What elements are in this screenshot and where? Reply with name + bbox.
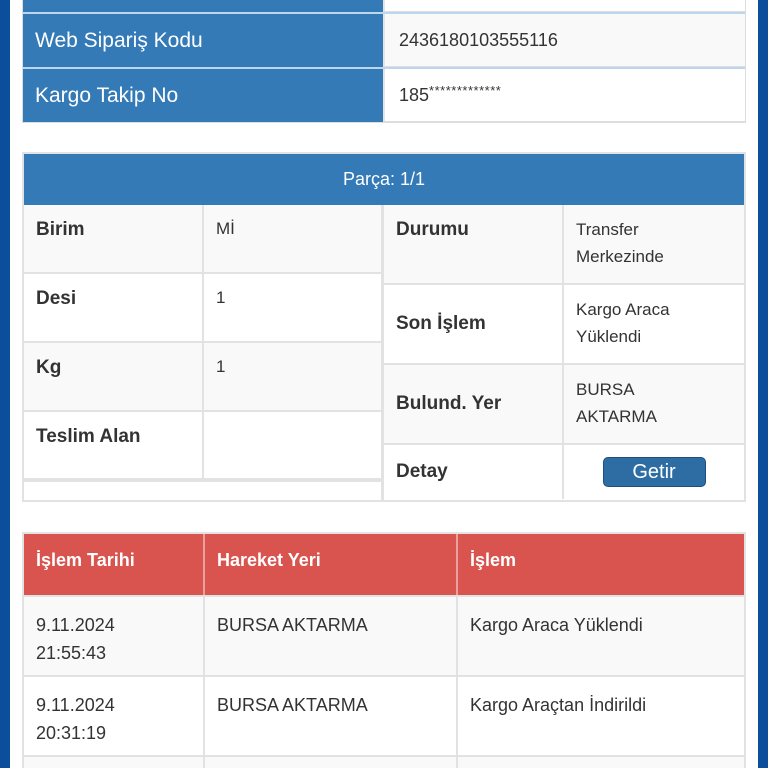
tracking-value xyxy=(383,69,745,122)
detail-row-birim xyxy=(24,205,381,274)
tracking-prefix: 185 xyxy=(399,84,430,105)
durumu-label: Durumu xyxy=(384,205,564,283)
header-islem-tarihi: İşlem Tarihi xyxy=(24,534,205,595)
history-header-row xyxy=(24,534,744,595)
info-value xyxy=(383,0,745,12)
bulund-yer-label: Bulund. Yer xyxy=(384,365,564,443)
detay-value xyxy=(564,445,744,499)
parcel-right-details xyxy=(384,205,744,500)
row-datetime xyxy=(24,677,205,755)
movement-history-table xyxy=(22,532,746,768)
row-action: Kargo Araca Yüklendi xyxy=(470,615,643,635)
row-time: 21:55:43 xyxy=(36,643,107,663)
birim-label: Birim xyxy=(24,205,204,272)
info-label xyxy=(23,0,383,12)
bulund-yer-value: BURSA AKTARMA xyxy=(576,380,657,426)
teslim-alan-value xyxy=(204,412,381,478)
detay-label: Detay xyxy=(384,445,564,499)
desi-label: Desi xyxy=(24,274,204,341)
row-place xyxy=(205,757,458,768)
web-order-value: 2436180103555116 xyxy=(383,14,745,67)
info-row-partial xyxy=(23,0,745,12)
detail-row-bulund-yer xyxy=(384,365,744,445)
row-action: Kargo Araçtan İndirildi xyxy=(470,695,647,715)
row-datetime xyxy=(24,757,205,768)
row-datetime xyxy=(24,597,205,675)
detail-row-teslim-alan xyxy=(24,412,381,480)
teslim-alan-label: Teslim Alan xyxy=(24,412,204,478)
kg-value: 1 xyxy=(216,357,226,376)
detail-row-desi xyxy=(24,274,381,343)
info-row-tracking xyxy=(23,67,745,122)
header-islem: İşlem xyxy=(470,550,517,570)
row-action xyxy=(458,757,744,768)
table-row xyxy=(24,675,744,755)
detail-row-son-islem xyxy=(384,285,744,365)
tracking-label: Kargo Takip No xyxy=(23,69,383,122)
parcel-title: Parça: 1/1 xyxy=(24,154,744,205)
row-place: BURSA AKTARMA xyxy=(205,597,458,675)
header-hareket-yeri: Hareket Yeri xyxy=(205,534,458,595)
detail-row-kg xyxy=(24,343,381,412)
row-place: BURSA AKTARMA xyxy=(205,677,458,755)
kg-label: Kg xyxy=(24,343,204,410)
page-content xyxy=(10,0,758,768)
parcel-panel xyxy=(22,152,746,502)
web-order-label: Web Sipariş Kodu xyxy=(23,14,383,67)
son-islem-value: Kargo Araca Yüklendi xyxy=(576,300,670,346)
birim-value: Mİ xyxy=(216,219,235,238)
row-date: 9.11.2024 xyxy=(36,615,115,635)
parcel-left-details xyxy=(24,205,384,500)
detail-row-detay xyxy=(384,445,744,499)
table-row xyxy=(24,755,744,768)
desi-value: 1 xyxy=(216,288,226,307)
detail-row-spacer xyxy=(24,480,381,500)
info-row-web-order xyxy=(23,12,745,67)
tracking-mask: ************* xyxy=(429,82,502,98)
shipment-info-table xyxy=(22,0,746,123)
table-row xyxy=(24,595,744,675)
row-time: 20:31:19 xyxy=(36,723,107,743)
detail-row-durumu xyxy=(384,205,744,285)
row-date: 9.11.2024 xyxy=(36,695,115,715)
son-islem-label: Son İşlem xyxy=(384,285,564,363)
durumu-value: Transfer Merkezinde xyxy=(576,220,664,266)
getir-button[interactable]: Getir xyxy=(603,457,706,487)
